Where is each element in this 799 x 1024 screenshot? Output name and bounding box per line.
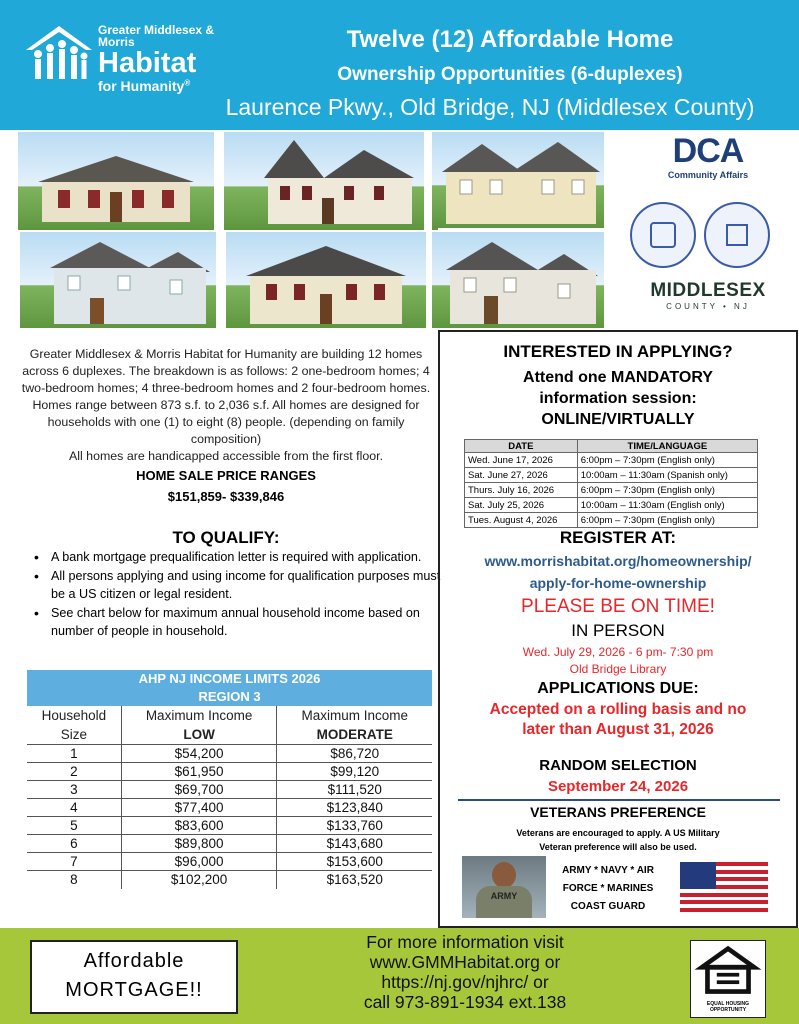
table-row: 7 $96,000 $153,600	[27, 853, 432, 871]
house-image-4	[20, 232, 216, 328]
property-address: Laurence Pkwy., Old Bridge, NJ (Middlesex County)	[225, 94, 755, 120]
habitat-logo[interactable]	[24, 22, 254, 94]
dca-logo[interactable]: DCA Community Affairs	[667, 132, 749, 180]
sessions-col-date: DATE	[465, 440, 578, 453]
in-person-location: Old Bridge Library	[569, 662, 667, 676]
shirt-text: ARMY	[490, 891, 518, 901]
logo-line-3: for Humanity®	[98, 78, 191, 94]
income-table-title: AHP NJ INCOME LIMITS 2026	[27, 670, 432, 688]
house-image-3	[432, 132, 604, 228]
headline-title: Twelve (12) Affordable Home	[346, 26, 674, 53]
table-row: 4 $77,400 $123,840	[27, 799, 432, 817]
col-header-low: Maximum Income LOW	[121, 706, 277, 745]
table-row: 2 $61,950 $99,120	[27, 763, 432, 781]
qualify-list	[34, 548, 444, 641]
intro-paragraph: Greater Middlesex & Morris Habitat for Humanity are building 12 homes across 6 duplexes. The breakdown is as follows: 2 one-bedroom homes; 4 two-bedroom homes; 4 three-bedroom homes and 2 four-bedroom homes. Homes range between 873 s.f. to 2,036 s.f. All homes are designed for households with one (1) to eight (8) people. (depending on family composition) All homes are handicapped accessible from the first floor.	[21, 347, 431, 463]
col-header-moderate: Maximum Income MODERATE	[277, 706, 432, 745]
table-row: 6 $89,800 $143,680	[27, 835, 432, 853]
habitat-house-people-icon	[24, 24, 94, 82]
mandatory-session-text: Attend one MANDATORY information session: ONLINE/VIRTUALLY	[523, 369, 713, 428]
sessions-col-time: TIME/LANGUAGE	[577, 440, 757, 453]
house-image-6	[432, 232, 604, 328]
qualify-item: • A bank mortgage prequalification letter is required with application.	[34, 548, 444, 567]
table-row: Sat. June 27, 2026 10:00am – 11:30am (Spanish only)	[465, 468, 758, 483]
hud-seal-icon	[630, 202, 696, 268]
table-row: Wed. June 17, 2026 6:00pm – 7:30pm (English only)	[465, 453, 758, 468]
random-selection-date: September 24, 2026	[547, 778, 689, 795]
applications-due-title: APPLICATIONS DUE:	[537, 680, 699, 697]
to-qualify-title: TO QUALIFY:	[172, 528, 280, 547]
logo-line-2: Habitat	[98, 47, 197, 79]
middlesex-county-logo[interactable]: MIDDLESEX COUNTY • NJ	[650, 280, 766, 311]
us-flag-icon	[680, 862, 768, 912]
house-image-2	[224, 132, 424, 230]
more-information-text: For more information visit www.GMMHabitat.org or https://nj.gov/njhrc/ or call 973-891-1934 ext.138	[363, 932, 567, 1012]
veterans-preference-text: Veterans are encouraged to apply. A US Military Veteran preference will also be used.	[516, 828, 720, 852]
applications-due-text: Accepted on a rolling basis and no later than August 31, 2026	[489, 701, 747, 738]
col-header-size: Household Size	[41, 708, 107, 742]
njhrc-link[interactable]: https://nj.gov/njhrc/ or	[381, 972, 549, 992]
interested-title: INTERESTED IN APPLYING?	[503, 342, 733, 361]
register-at-title: REGISTER AT:	[559, 528, 677, 547]
be-on-time-notice: PLEASE BE ON TIME!	[521, 596, 715, 617]
house-renderings	[14, 130, 434, 330]
table-row: Sat. July 25, 2026 10:00am – 11:30am (English only)	[465, 498, 758, 513]
qualify-item: • All persons applying and using income for qualification purposes must be a US citizen or legal resident.	[34, 567, 444, 604]
house-image-1	[18, 132, 214, 230]
income-table-region: REGION 3	[27, 688, 432, 706]
table-row: 8 $102,200 $163,520	[27, 871, 432, 889]
random-selection-title: RANDOM SELECTION	[539, 757, 697, 774]
gmm-habitat-link[interactable]: www.GMMHabitat.org or	[369, 952, 561, 972]
equal-housing-logo: EQUAL HOUSING OPPORTUNITY	[690, 940, 766, 1018]
footer-banner	[0, 928, 799, 1024]
sessions-table	[464, 439, 758, 528]
table-row: Tues. August 4, 2026 6:00pm – 7:30pm (English only)	[465, 513, 758, 528]
house-image-5	[226, 232, 426, 328]
veteran-photo	[462, 856, 546, 918]
partner-logos	[610, 130, 799, 330]
divider	[458, 799, 780, 801]
qualify-item: • See chart below for maximum annual household income based on number of people in household.	[34, 604, 444, 641]
apply-info-box	[438, 330, 798, 928]
income-limits-table	[27, 670, 432, 889]
military-branches: ARMY * NAVY * AIR FORCE * MARINES COAST GUARD	[562, 865, 654, 912]
table-row: Thurs. July 16, 2026 6:00pm – 7:30pm (English only)	[465, 483, 758, 498]
price-ranges-title: HOME SALE PRICE RANGES	[136, 468, 316, 483]
table-row: 3 $69,700 $111,520	[27, 781, 432, 799]
old-bridge-seal-icon	[704, 202, 770, 268]
table-row: 5 $83,600 $133,760	[27, 817, 432, 835]
phone-number: call 973-891-1934 ext.138	[363, 992, 567, 1012]
in-person-title: IN PERSON	[571, 621, 665, 640]
price-ranges-value: $151,859- $339,846	[167, 489, 285, 504]
veterans-preference-title: VETERANS PREFERENCE	[530, 804, 706, 820]
table-row: 1 $54,200 $86,720	[27, 745, 432, 763]
equal-housing-house-icon	[691, 943, 765, 999]
logo-line-1: Greater Middlesex & Morris	[98, 23, 215, 49]
headline-subtitle: Ownership Opportunities (6-duplexes)	[337, 64, 683, 85]
register-url-link[interactable]: www.morrishabitat.org/homeownership/ apply-for-home-ownership	[484, 553, 752, 591]
in-person-date: Wed. July 29, 2026 - 6 pm- 7:30 pm	[522, 645, 714, 659]
accessible-note: All homes are handicapped accessible from the first floor.	[68, 449, 384, 463]
affordable-mortgage-box: Affordable MORTGAGE!!	[30, 940, 238, 1014]
header-banner	[0, 0, 799, 130]
